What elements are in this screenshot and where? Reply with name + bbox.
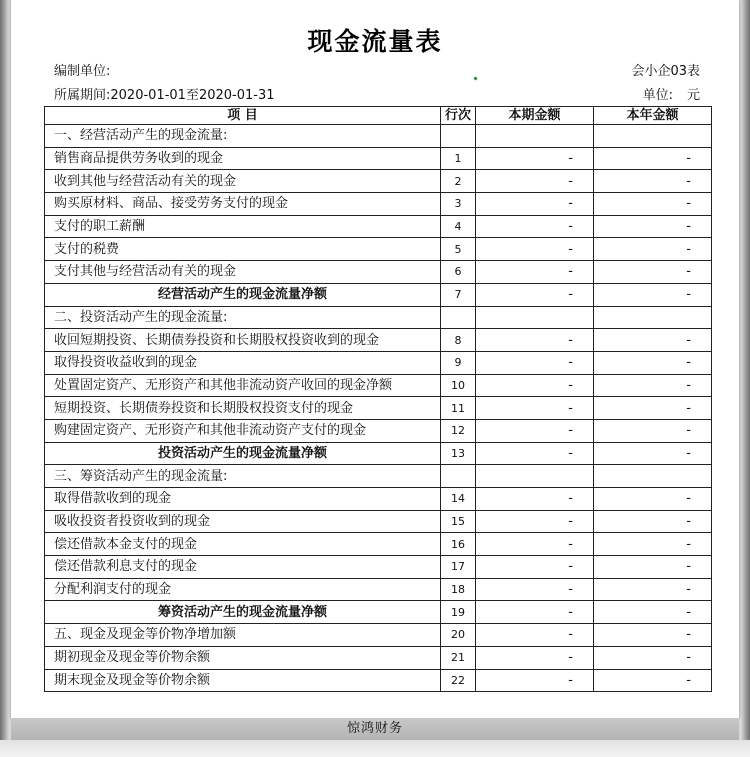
row-item-label: 短期投资、长期债券投资和长期股权投资支付的现金: [45, 397, 441, 420]
row-ytd-amount: -: [594, 397, 712, 420]
table-row: [45, 465, 712, 488]
table-row: [45, 125, 712, 148]
row-item-label: 偿还借款本金支付的现金: [45, 533, 441, 556]
form-code: 会小企03表: [631, 64, 700, 79]
row-item-label: 支付的职工薪酬: [45, 215, 441, 238]
row-line-number: 1: [441, 147, 476, 170]
row-item-label: 期初现金及现金等价物余额: [45, 646, 441, 669]
row-item-label: 购买原材料、商品、接受劳务支付的现金: [45, 193, 441, 216]
row-line-number: 9: [441, 351, 476, 374]
row-current-amount: -: [476, 283, 594, 306]
row-line-number: 2: [441, 170, 476, 193]
document-title: 现金流量表: [307, 27, 443, 56]
row-current-amount: [476, 306, 594, 329]
row-current-amount: -: [476, 556, 594, 579]
currency-unit: [643, 84, 700, 103]
table-row: [45, 556, 712, 579]
row-current-amount: -: [476, 397, 594, 420]
row-line-number: 10: [441, 374, 476, 397]
row-ytd-amount: -: [594, 351, 712, 374]
row-item-label: 取得投资收益收到的现金: [45, 351, 441, 374]
row-line-number: 14: [441, 488, 476, 511]
row-ytd-amount: -: [594, 646, 712, 669]
row-ytd-amount: -: [594, 556, 712, 579]
column-header-ytd: 本年金额: [594, 107, 712, 125]
row-current-amount: -: [476, 624, 594, 647]
row-ytd-amount: -: [594, 533, 712, 556]
row-line-number: 15: [441, 510, 476, 533]
row-current-amount: -: [476, 238, 594, 261]
row-ytd-amount: [594, 125, 712, 148]
table-row: [45, 147, 712, 170]
row-line-number: 12: [441, 419, 476, 442]
row-current-amount: -: [476, 646, 594, 669]
footer-brand-bar: [11, 718, 739, 740]
period-label: 所属期间:: [54, 88, 111, 103]
table-row: [45, 306, 712, 329]
period-value: 2020-01-01至2020-01-31: [110, 88, 275, 103]
row-current-amount: -: [476, 215, 594, 238]
row-ytd-amount: -: [594, 442, 712, 465]
row-line-number: 8: [441, 329, 476, 352]
row-item-label: 经营活动产生的现金流量净额: [45, 283, 441, 306]
reporting-unit-label: 编制单位:: [54, 64, 111, 79]
row-line-number: [441, 465, 476, 488]
row-line-number: 20: [441, 624, 476, 647]
row-current-amount: -: [476, 669, 594, 692]
row-ytd-amount: -: [594, 283, 712, 306]
row-line-number: [441, 306, 476, 329]
row-line-number: 4: [441, 215, 476, 238]
row-ytd-amount: -: [594, 601, 712, 624]
table-row: [45, 283, 712, 306]
row-current-amount: [476, 465, 594, 488]
row-ytd-amount: -: [594, 238, 712, 261]
row-line-number: 19: [441, 601, 476, 624]
table-row: [45, 488, 712, 511]
row-current-amount: -: [476, 419, 594, 442]
row-item-label: 二、投资活动产生的现金流量:: [45, 306, 441, 329]
table-row: [45, 533, 712, 556]
row-item-label: 期末现金及现金等价物余额: [45, 669, 441, 692]
row-item-label: 分配利润支付的现金: [45, 578, 441, 601]
row-item-label: 购建固定资产、无形资产和其他非流动资产支付的现金: [45, 419, 441, 442]
row-current-amount: -: [476, 442, 594, 465]
table-header-row: [45, 107, 712, 125]
table-row: [45, 193, 712, 216]
row-line-number: 5: [441, 238, 476, 261]
row-current-amount: -: [476, 374, 594, 397]
row-item-label: 支付其他与经营活动有关的现金: [45, 261, 441, 284]
row-ytd-amount: -: [594, 419, 712, 442]
row-ytd-amount: -: [594, 374, 712, 397]
row-ytd-amount: -: [594, 669, 712, 692]
table-row: [45, 397, 712, 420]
row-item-label: 五、现金及现金等价物净增加额: [45, 624, 441, 647]
currency-label: 单位:: [642, 88, 673, 103]
bottom-strip: [0, 740, 750, 757]
reporting-period: [54, 84, 275, 103]
row-current-amount: -: [476, 329, 594, 352]
cash-flow-table: [44, 106, 712, 692]
row-item-label: 收回短期投资、长期债券投资和长期股权投资收到的现金: [45, 329, 441, 352]
row-ytd-amount: -: [594, 578, 712, 601]
row-line-number: 6: [441, 261, 476, 284]
row-line-number: 18: [441, 578, 476, 601]
column-header-current: 本期金额: [476, 107, 594, 125]
row-ytd-amount: -: [594, 488, 712, 511]
column-header-line: 行次: [441, 107, 476, 125]
row-line-number: 3: [441, 193, 476, 216]
row-item-label: 吸收投资者投资收到的现金: [45, 510, 441, 533]
footer-brand: 惊鸿财务: [346, 721, 403, 736]
table-row: [45, 215, 712, 238]
row-item-label: 一、经营活动产生的现金流量:: [45, 125, 441, 148]
table-row: [45, 170, 712, 193]
row-line-number: 7: [441, 283, 476, 306]
row-item-label: 筹资活动产生的现金流量净额: [45, 601, 441, 624]
row-line-number: 11: [441, 397, 476, 420]
row-item-label: 收到其他与经营活动有关的现金: [45, 170, 441, 193]
table-row: [45, 646, 712, 669]
column-header-item: 项 目: [45, 107, 441, 125]
row-current-amount: -: [476, 147, 594, 170]
table-row: [45, 351, 712, 374]
row-item-label: 三、筹资活动产生的现金流量:: [45, 465, 441, 488]
row-current-amount: -: [476, 170, 594, 193]
table-row: [45, 329, 712, 352]
row-item-label: 投资活动产生的现金流量净额: [45, 442, 441, 465]
currency-value: 元: [686, 88, 700, 103]
table-row: [45, 669, 712, 692]
row-item-label: 销售商品提供劳务收到的现金: [45, 147, 441, 170]
row-current-amount: -: [476, 488, 594, 511]
row-ytd-amount: [594, 306, 712, 329]
row-ytd-amount: -: [594, 510, 712, 533]
row-item-label: 处置固定资产、无形资产和其他非流动资产收回的现金净额: [45, 374, 441, 397]
row-line-number: 22: [441, 669, 476, 692]
row-current-amount: -: [476, 261, 594, 284]
row-line-number: 16: [441, 533, 476, 556]
table-row: [45, 238, 712, 261]
row-ytd-amount: -: [594, 215, 712, 238]
row-line-number: [441, 125, 476, 148]
row-ytd-amount: -: [594, 624, 712, 647]
row-ytd-amount: -: [594, 261, 712, 284]
table-row: [45, 374, 712, 397]
row-ytd-amount: -: [594, 147, 712, 170]
row-ytd-amount: -: [594, 329, 712, 352]
row-item-label: 取得借款收到的现金: [45, 488, 441, 511]
row-current-amount: [476, 125, 594, 148]
table-row: [45, 578, 712, 601]
table-row: [45, 510, 712, 533]
row-ytd-amount: -: [594, 193, 712, 216]
table-row: [45, 624, 712, 647]
row-item-label: 偿还借款利息支付的现金: [45, 556, 441, 579]
row-current-amount: -: [476, 533, 594, 556]
row-item-label: 支付的税费: [45, 238, 441, 261]
row-current-amount: -: [476, 578, 594, 601]
row-ytd-amount: -: [594, 170, 712, 193]
table-row: [45, 442, 712, 465]
row-current-amount: -: [476, 193, 594, 216]
table-row: [45, 419, 712, 442]
row-line-number: 21: [441, 646, 476, 669]
row-current-amount: -: [476, 351, 594, 374]
row-current-amount: -: [476, 510, 594, 533]
row-ytd-amount: [594, 465, 712, 488]
row-line-number: 17: [441, 556, 476, 579]
row-line-number: 13: [441, 442, 476, 465]
row-current-amount: -: [476, 601, 594, 624]
table-row: [45, 261, 712, 284]
table-row: [45, 601, 712, 624]
